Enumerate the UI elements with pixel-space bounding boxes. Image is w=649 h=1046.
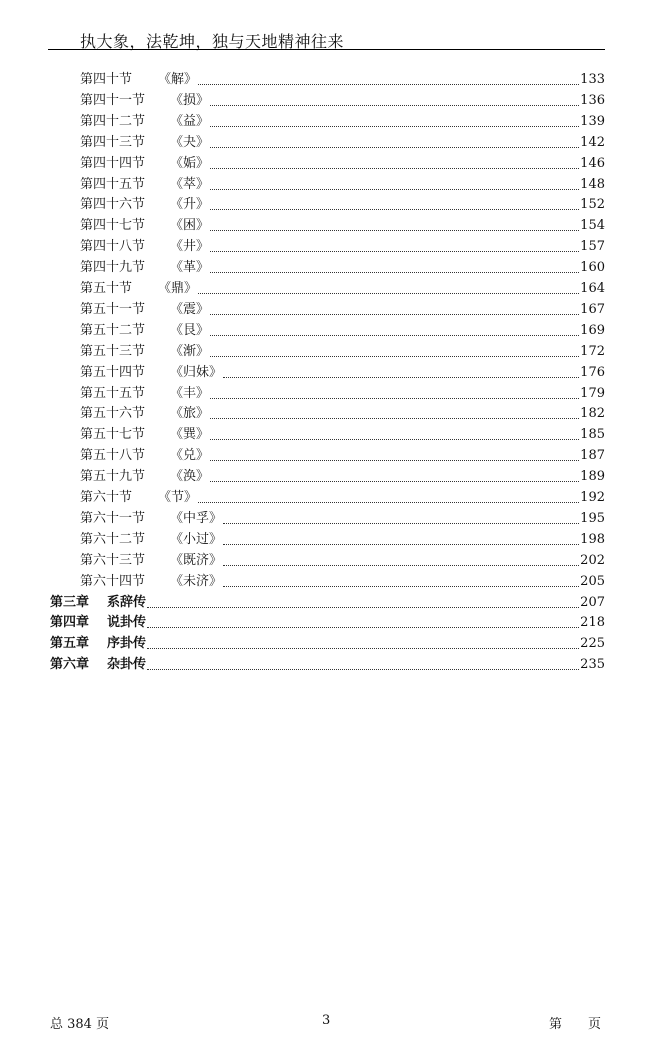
toc-entry-title: 《损》 <box>170 92 210 108</box>
toc-entry-page: 182 <box>580 406 605 422</box>
toc-entry-number: 第五十二节 <box>80 322 146 338</box>
toc-entry-title: 《旅》 <box>170 406 210 422</box>
toc-dot-leader <box>147 669 579 670</box>
toc-dot-leader <box>198 502 579 503</box>
toc-entry-page: 146 <box>580 155 605 171</box>
toc-entry-title: 《兑》 <box>170 448 210 464</box>
toc-entry-page: 148 <box>580 176 605 192</box>
toc-dot-leader <box>210 481 579 482</box>
toc-dot-leader <box>210 251 579 252</box>
toc-entry-number: 第六章 <box>50 657 90 673</box>
toc-dot-leader <box>210 356 579 357</box>
toc-entry-page: 152 <box>580 197 605 213</box>
toc-entry-number: 第四十节 <box>80 72 133 87</box>
toc-chapter-row[interactable] <box>50 634 605 654</box>
toc-entry-page: 185 <box>580 427 605 443</box>
toc-entry-number: 第五十八节 <box>80 448 146 464</box>
toc-dot-leader <box>198 293 579 294</box>
toc-entry-page: 133 <box>580 72 605 87</box>
toc-entry-page: 142 <box>580 134 605 150</box>
toc-dot-leader <box>147 607 579 608</box>
toc-entry-page: 189 <box>580 469 605 485</box>
toc-entry-number: 第六十四节 <box>80 573 146 589</box>
toc-entry-title: 杂卦传 <box>107 657 147 673</box>
toc-entry-number: 第五十七节 <box>80 427 146 443</box>
toc-section-row[interactable] <box>80 175 605 195</box>
toc-dot-leader <box>210 168 579 169</box>
toc-entry-page: 195 <box>580 510 605 526</box>
toc-section-row[interactable] <box>80 551 605 571</box>
toc-dot-leader <box>210 398 579 399</box>
toc-entry-title: 《益》 <box>170 113 210 129</box>
toc-dot-leader <box>223 523 579 524</box>
toc-chapter-row[interactable] <box>50 613 605 633</box>
toc-dot-leader <box>210 147 579 148</box>
toc-entry-title: 《小过》 <box>170 531 223 547</box>
toc-entry-page: 187 <box>580 448 605 464</box>
toc-entry-number: 第六十一节 <box>80 510 146 526</box>
toc-entry-page: 202 <box>580 552 605 568</box>
toc-entry-number: 第四十六节 <box>80 197 146 213</box>
toc-entry-number: 第四十四节 <box>80 155 146 171</box>
toc-dot-leader <box>210 189 579 190</box>
toc-entry-page: 198 <box>580 531 605 547</box>
toc-entry-title: 《既济》 <box>170 552 223 568</box>
toc-dot-leader <box>210 439 579 440</box>
toc-entry-title: 《革》 <box>170 260 210 276</box>
toc-dot-leader <box>210 314 579 315</box>
toc-entry-title: 《解》 <box>158 72 198 87</box>
toc-entry-page: 235 <box>580 657 605 673</box>
header-rule <box>48 49 605 50</box>
toc-entry-title: 序卦传 <box>107 636 147 652</box>
toc-entry-title: 《夬》 <box>170 134 210 150</box>
toc-dot-leader <box>210 460 579 461</box>
toc-entry-title: 《震》 <box>170 301 210 317</box>
toc-entry-number: 第五章 <box>50 636 90 652</box>
toc-entry-page: 167 <box>580 301 605 317</box>
toc-entry-title: 《姤》 <box>170 155 210 171</box>
toc-dot-leader <box>147 648 579 649</box>
toc-entry-title: 《中孚》 <box>170 510 223 526</box>
toc-section-row[interactable] <box>80 530 605 550</box>
toc-entry-title: 《萃》 <box>170 176 210 192</box>
toc-section-row[interactable] <box>80 133 605 153</box>
toc-entry-number: 第四章 <box>50 615 90 631</box>
toc-entry-title: 《井》 <box>170 239 210 255</box>
toc-dot-leader <box>210 209 579 210</box>
footer-page-number: 3 <box>322 1013 331 1028</box>
toc-dot-leader <box>223 586 579 587</box>
toc-entry-page: 160 <box>580 260 605 276</box>
toc-entry-title: 《未济》 <box>170 573 223 589</box>
toc-entry-page: 205 <box>580 573 605 589</box>
toc-section-row[interactable] <box>80 237 605 257</box>
toc-section-row[interactable] <box>80 216 605 236</box>
toc-entry-title: 《涣》 <box>170 469 210 485</box>
toc-entry-title: 《丰》 <box>170 385 210 401</box>
toc-entry-title: 《艮》 <box>170 322 210 338</box>
toc-entry-number: 第四十二节 <box>80 113 146 129</box>
toc-dot-leader <box>223 544 579 545</box>
toc-dot-leader <box>223 377 579 378</box>
toc-entry-number: 第四十八节 <box>80 239 146 255</box>
toc-entry-page: 139 <box>580 113 605 129</box>
toc-section-row[interactable] <box>80 279 605 299</box>
toc-entry-title: 《升》 <box>170 197 210 213</box>
toc-entry-number: 第五十节 <box>80 281 133 296</box>
toc-entry-title: 《渐》 <box>170 343 210 359</box>
toc-entry-title: 《节》 <box>158 490 198 505</box>
toc-entry-title: 《鼎》 <box>158 281 198 296</box>
toc-entry-number: 第五十四节 <box>80 364 146 380</box>
toc-entry-number: 第五十九节 <box>80 469 146 485</box>
toc-section-row[interactable] <box>80 509 605 529</box>
toc-entry-page: 207 <box>580 594 605 610</box>
toc-entry-page: 172 <box>580 343 605 359</box>
toc-dot-leader <box>223 565 579 566</box>
toc-entry-title: 《巽》 <box>170 427 210 443</box>
toc-dot-leader <box>210 126 579 127</box>
toc-dot-leader <box>210 418 579 419</box>
toc-section-row[interactable] <box>80 258 605 278</box>
toc-entry-page: 169 <box>580 322 605 338</box>
toc-entry-page: 218 <box>580 615 605 631</box>
toc-entry-number: 第三章 <box>50 594 90 610</box>
toc-entry-number: 第四十一节 <box>80 92 146 108</box>
toc-entry-page: 154 <box>580 218 605 234</box>
toc-section-row[interactable] <box>80 342 605 362</box>
toc-dot-leader <box>210 272 579 273</box>
toc-dot-leader <box>198 84 579 85</box>
toc-dot-leader <box>210 105 579 106</box>
toc-entry-number: 第五十一节 <box>80 301 146 317</box>
toc-section-row[interactable] <box>80 425 605 445</box>
toc-entry-number: 第五十三节 <box>80 343 146 359</box>
toc-entry-number: 第四十三节 <box>80 134 146 150</box>
toc-entry-number: 第四十七节 <box>80 218 146 234</box>
toc-section-row[interactable] <box>80 384 605 404</box>
toc-section-row[interactable] <box>80 572 605 592</box>
toc-entry-page: 192 <box>580 490 605 505</box>
toc-section-row[interactable] <box>80 70 605 90</box>
toc-entry-page: 157 <box>580 239 605 255</box>
toc-entry-page: 225 <box>580 636 605 652</box>
toc-entry-title: 说卦传 <box>107 615 147 631</box>
toc-section-row[interactable] <box>80 91 605 111</box>
toc-section-row[interactable] <box>80 321 605 341</box>
toc-chapter-row[interactable] <box>50 593 605 613</box>
toc-section-row[interactable] <box>80 467 605 487</box>
toc-entry-number: 第四十九节 <box>80 260 146 276</box>
toc-dot-leader <box>210 230 579 231</box>
toc-dot-leader <box>210 335 579 336</box>
toc-section-row[interactable] <box>80 488 605 508</box>
toc-section-row[interactable] <box>80 446 605 466</box>
toc-section-row[interactable] <box>80 363 605 383</box>
toc-section-row[interactable] <box>80 404 605 424</box>
toc-section-row[interactable] <box>80 112 605 132</box>
toc-entry-number: 第五十六节 <box>80 406 146 422</box>
toc-entry-number: 第六十二节 <box>80 531 146 547</box>
toc-dot-leader <box>147 627 579 628</box>
footer-total-pages: 总 384 页 <box>50 1017 110 1032</box>
toc-entry-page: 176 <box>580 364 605 380</box>
toc-entry-page: 179 <box>580 385 605 401</box>
toc-entry-number: 第五十五节 <box>80 385 146 401</box>
toc-entry-page: 136 <box>580 92 605 108</box>
toc-entry-number: 第六十三节 <box>80 552 146 568</box>
toc-chapter-row[interactable] <box>50 655 605 675</box>
toc-section-row[interactable] <box>80 300 605 320</box>
toc-entry-number: 第四十五节 <box>80 176 146 192</box>
toc-entry-title: 系辞传 <box>107 594 147 610</box>
toc-section-row[interactable] <box>80 195 605 215</box>
footer-page-label: 第 页 <box>549 1017 602 1032</box>
toc-entry-number: 第六十节 <box>80 490 133 505</box>
toc-section-row[interactable] <box>80 154 605 174</box>
toc-entry-title: 《归妹》 <box>170 364 223 380</box>
running-header: 执大象，法乾坤，独与天地精神往来 <box>80 32 345 51</box>
toc-entry-title: 《困》 <box>170 218 210 234</box>
toc-entry-page: 164 <box>580 281 605 296</box>
